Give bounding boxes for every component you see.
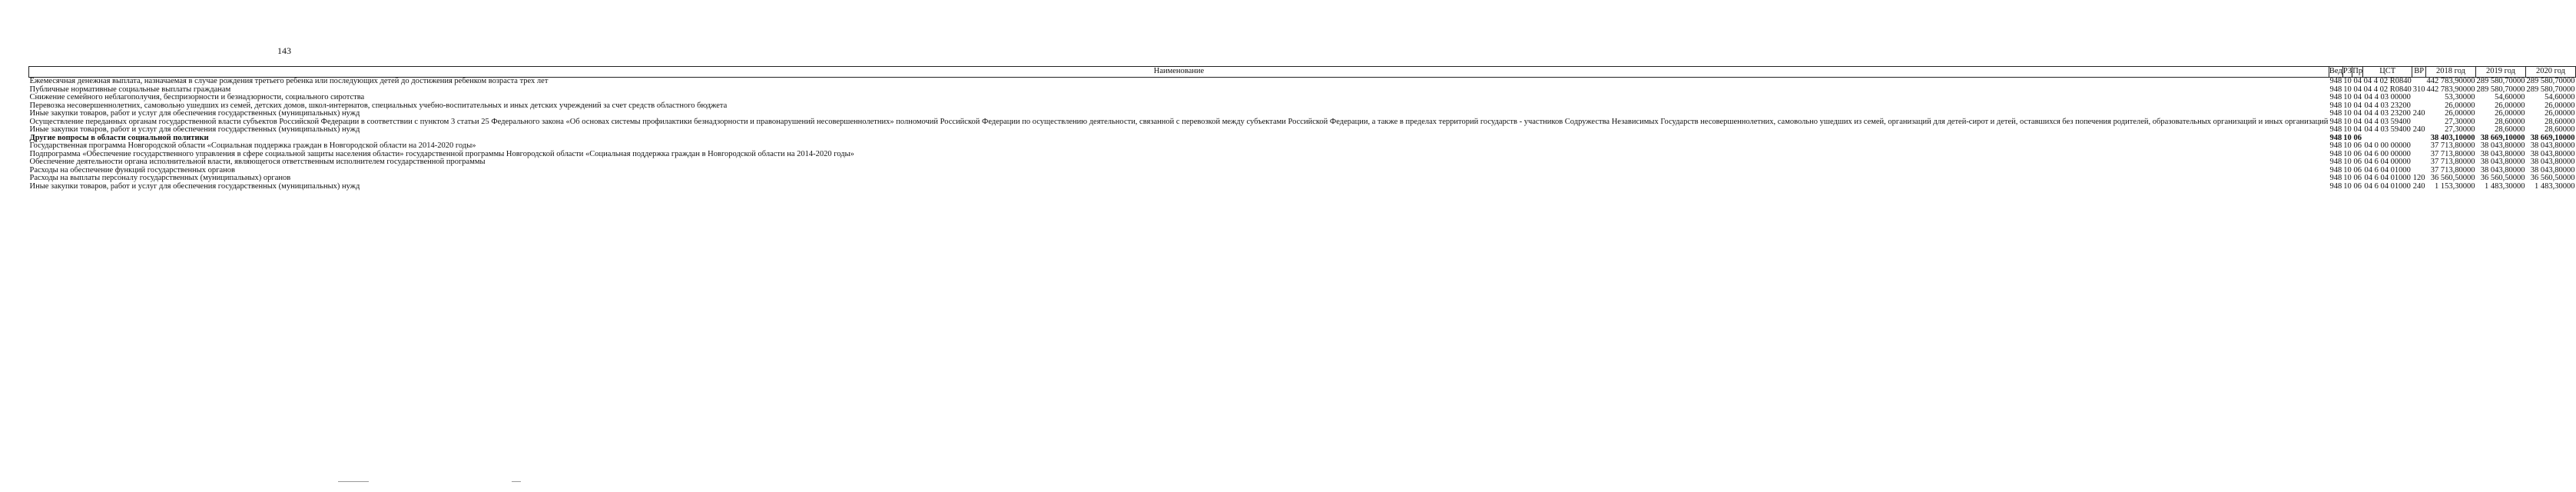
cell-pr: 04 [2353, 117, 2362, 126]
cell-pr: 06 [2353, 149, 2362, 158]
cell-y2018: 53,30000 [2445, 93, 2475, 101]
cell-y2018: 1 153,30000 [2435, 181, 2475, 191]
cell-ved: 948 [2329, 149, 2342, 158]
cell-name: Другие вопросы в области социальной политики [29, 133, 209, 142]
cell-rz: 10 [2343, 109, 2352, 118]
scan-artifact-line [512, 481, 521, 482]
cell-y2018: 38 403,10000 [2430, 133, 2475, 142]
cell-y2018: 37 713,80000 [2430, 141, 2475, 150]
cell-y2020: 38 043,80000 [2530, 165, 2575, 175]
cell-pr: 04 [2353, 101, 2362, 110]
cell-ved: 948 [2329, 85, 2342, 94]
cell-vr [2412, 158, 2426, 167]
page-number: 143 [277, 45, 291, 56]
cell-y2019: 38 043,80000 [2480, 149, 2525, 158]
header-ved: Вед [2329, 67, 2342, 78]
budget-table [28, 66, 2576, 191]
cell-y2018: 442 783,90000 [2426, 77, 2475, 85]
cell-y2019: 289 580,70000 [2476, 77, 2525, 85]
cell-cst: 04 4 03 23200 [2364, 109, 2411, 118]
cell-y2018: 27,30000 [2445, 125, 2475, 134]
cell-y2020: 289 580,70000 [2526, 85, 2575, 94]
header-name: Наименование [29, 67, 2329, 78]
cell-ved: 948 [2329, 125, 2342, 134]
cell-y2019: 28,60000 [2495, 125, 2525, 134]
header-2019: 2019 год [2476, 67, 2526, 78]
cell-y2019: 38 043,80000 [2480, 141, 2525, 150]
cell-y2019: 38 043,80000 [2480, 158, 2525, 166]
table-row [29, 126, 2576, 135]
cell-rz: 10 [2343, 158, 2352, 166]
table-row [29, 183, 2576, 191]
cell-cst: 04 6 04 00000 [2364, 158, 2411, 166]
cell-y2020: 38 043,80000 [2530, 141, 2575, 150]
cell-cst: 04 6 04 01000 [2364, 174, 2411, 182]
cell-ved: 948 [2329, 101, 2342, 110]
cell-pr: 06 [2353, 181, 2362, 191]
cell-y2019: 54,60000 [2495, 93, 2525, 101]
cell-y2018: 27,30000 [2445, 117, 2475, 126]
cell-rz: 10 [2343, 149, 2352, 158]
cell-y2020: 38 669,10000 [2530, 133, 2575, 142]
cell-vr [2412, 142, 2426, 151]
table-row [29, 118, 2576, 127]
cell-name: Расходы на выплаты персоналу государственных (муниципальных) органов [29, 174, 291, 182]
cell-ved: 948 [2329, 181, 2342, 191]
cell-rz: 10 [2343, 141, 2352, 150]
cell-y2019: 36 560,50000 [2480, 174, 2525, 182]
cell-name: Ежемесячная денежная выплата, назначаемая в случае рождения третьего ребенка или последующих детей до достижения ребенком возраста трех лет [29, 77, 549, 85]
cell-pr: 06 [2353, 165, 2362, 175]
cell-pr: 06 [2353, 133, 2362, 142]
cell-rz: 10 [2343, 93, 2352, 101]
table-row [29, 78, 2576, 86]
cell-vr: 240 [2412, 109, 2425, 118]
table-row [29, 94, 2576, 102]
cell-name: Снижение семейного неблагополучия, беспризорности и безнадзорности, социального сиротства [29, 93, 365, 101]
cell-ved: 948 [2329, 93, 2342, 101]
cell-cst: 04 4 03 23200 [2364, 101, 2411, 110]
cell-y2020: 38 043,80000 [2530, 158, 2575, 166]
table-row [29, 110, 2576, 118]
cell-y2018: 442 783,90000 [2426, 85, 2475, 94]
cell-pr: 06 [2353, 174, 2362, 182]
header-2020: 2020 год [2526, 67, 2576, 78]
cell-pr: 04 [2353, 77, 2362, 85]
cell-y2020: 289 580,70000 [2526, 77, 2575, 85]
cell-y2018: 37 713,80000 [2430, 158, 2475, 166]
header-vr: ВР [2412, 67, 2426, 78]
cell-y2018: 37 713,80000 [2430, 149, 2475, 158]
table-row [29, 167, 2576, 175]
cell-pr: 06 [2353, 141, 2362, 150]
scan-artifact-line [338, 481, 369, 482]
cell-y2018: 36 560,50000 [2430, 174, 2475, 182]
cell-vr [2412, 94, 2426, 102]
cell-rz: 10 [2343, 165, 2352, 175]
cell-y2019: 38 669,10000 [2480, 133, 2525, 142]
cell-cst: 04 6 04 01000 [2364, 165, 2411, 175]
header-cst: ЦСТ [2363, 67, 2412, 78]
cell-vr: 310 [2412, 85, 2425, 94]
table-row [29, 142, 2576, 151]
cell-rz: 10 [2343, 133, 2352, 142]
cell-vr [2412, 78, 2426, 86]
cell-name: Иные закупки товаров, работ и услуг для обеспечения государственных (муниципальных) нужд [29, 125, 360, 134]
cell-cst: 04 6 04 01000 [2364, 181, 2411, 191]
cell-y2018: 26,00000 [2445, 101, 2475, 110]
cell-cst: 04 6 00 00000 [2364, 149, 2411, 158]
cell-vr [2412, 151, 2426, 159]
cell-cst: 04 0 00 00000 [2364, 141, 2411, 150]
cell-ved: 948 [2329, 165, 2342, 175]
table-body [29, 78, 2576, 191]
cell-rz: 10 [2343, 101, 2352, 110]
cell-pr: 04 [2353, 85, 2362, 94]
cell-rz: 10 [2343, 77, 2352, 85]
cell-cst: 04 4 02 R0840 [2363, 77, 2412, 85]
cell-name: Подпрограмма «Обеспечение государственного управления в сфере социальной защиты населения области» государственной программы Новгородской области «Социальная поддержка граждан в Новгородской области на 2014-2020 годы» [29, 149, 854, 158]
table-row [29, 102, 2576, 111]
cell-ved: 948 [2329, 158, 2342, 166]
cell-cst: 04 4 03 59400 [2364, 117, 2411, 126]
cell-y2019: 26,00000 [2495, 101, 2525, 110]
cell-name: Публичные нормативные социальные выплаты гражданам [29, 85, 231, 94]
cell-vr: 120 [2412, 174, 2425, 182]
cell-y2019: 289 580,70000 [2476, 85, 2525, 94]
cell-y2020: 38 043,80000 [2530, 149, 2575, 158]
cell-y2020: 54,60000 [2545, 93, 2575, 101]
header-2018: 2018 год [2426, 67, 2476, 78]
cell-vr: 240 [2412, 181, 2425, 191]
cell-cst: 04 4 02 R0840 [2363, 85, 2412, 94]
cell-pr: 04 [2353, 93, 2362, 101]
cell-y2020: 26,00000 [2545, 101, 2575, 110]
cell-name: Осуществление переданных органам государственной власти субъектов Российской Федерации в соответствии с пунктом 3 статьи 25 Федерального закона «Об основах системы профилактики безнадзорности и правонарушений несовершеннолетних» полномочий Российской Федерации по осуществлению деятельности, связанной с перевозкой между субъектами Российской Федерации, а также в пределах территорий государств - участников Содружества Независимых Государств несовершеннолетних, самовольно ушедших из семей, организаций для детей-сирот и детей, оставшихся без попечения родителей, образовательных организаций и иных организаций [29, 117, 2329, 126]
cell-ved: 948 [2329, 117, 2342, 126]
cell-y2020: 36 560,50000 [2530, 174, 2575, 182]
cell-y2020: 28,60000 [2545, 125, 2575, 134]
cell-name: Иные закупки товаров, работ и услуг для обеспечения государственных (муниципальных) нужд [29, 109, 360, 118]
table-row [29, 86, 2576, 95]
cell-rz: 10 [2343, 181, 2352, 191]
cell-vr: 240 [2412, 125, 2425, 134]
cell-cst: 04 4 03 59400 [2364, 125, 2411, 134]
cell-ved: 948 [2329, 133, 2342, 142]
cell-y2019: 1 483,30000 [2485, 181, 2525, 191]
cell-ved: 948 [2329, 109, 2342, 118]
cell-y2020: 26,00000 [2545, 109, 2575, 118]
header-rz: РЗ [2342, 67, 2352, 78]
cell-pr: 04 [2353, 125, 2362, 134]
cell-name: Государственная программа Новгородской области «Социальная поддержка граждан в Новгородской области на 2014-2020 годы» [29, 141, 476, 150]
cell-y2018: 26,00000 [2445, 109, 2475, 118]
cell-ved: 948 [2329, 141, 2342, 150]
cell-cst: 04 4 03 00000 [2364, 93, 2411, 101]
cell-pr: 04 [2353, 109, 2362, 118]
cell-name: Обеспечение деятельности органа исполнительной власти, являющегося ответственным исполнителем государственной программы [29, 158, 486, 166]
cell-y2019: 28,60000 [2495, 117, 2525, 126]
cell-vr [2412, 135, 2426, 143]
cell-name: Перевозка несовершеннолетних, самовольно ушедших из семей, детских домов, школ-интернатов, специальных учебно-воспитательных и иных детских учреждений за счет средств областного бюджета [29, 101, 728, 110]
cell-rz: 10 [2343, 125, 2352, 134]
cell-y2019: 26,00000 [2495, 109, 2525, 118]
cell-rz: 10 [2343, 85, 2352, 94]
header-pr: Пр [2352, 67, 2363, 78]
table-header-row [29, 67, 2576, 78]
cell-pr: 06 [2353, 158, 2362, 166]
table-row [29, 175, 2576, 183]
cell-y2019: 38 043,80000 [2480, 165, 2525, 175]
cell-name: Расходы на обеспечение функций государственных органов [29, 165, 235, 175]
cell-rz: 10 [2343, 174, 2352, 182]
cell-name: Иные закупки товаров, работ и услуг для обеспечения государственных (муниципальных) нужд [29, 181, 360, 191]
cell-y2020: 1 483,30000 [2535, 181, 2575, 191]
cell-rz: 10 [2343, 117, 2352, 126]
cell-y2018: 37 713,80000 [2430, 165, 2475, 175]
cell-ved: 948 [2329, 77, 2342, 85]
cell-y2020: 28,60000 [2545, 117, 2575, 126]
cell-ved: 948 [2329, 174, 2342, 182]
table-row [29, 158, 2576, 167]
